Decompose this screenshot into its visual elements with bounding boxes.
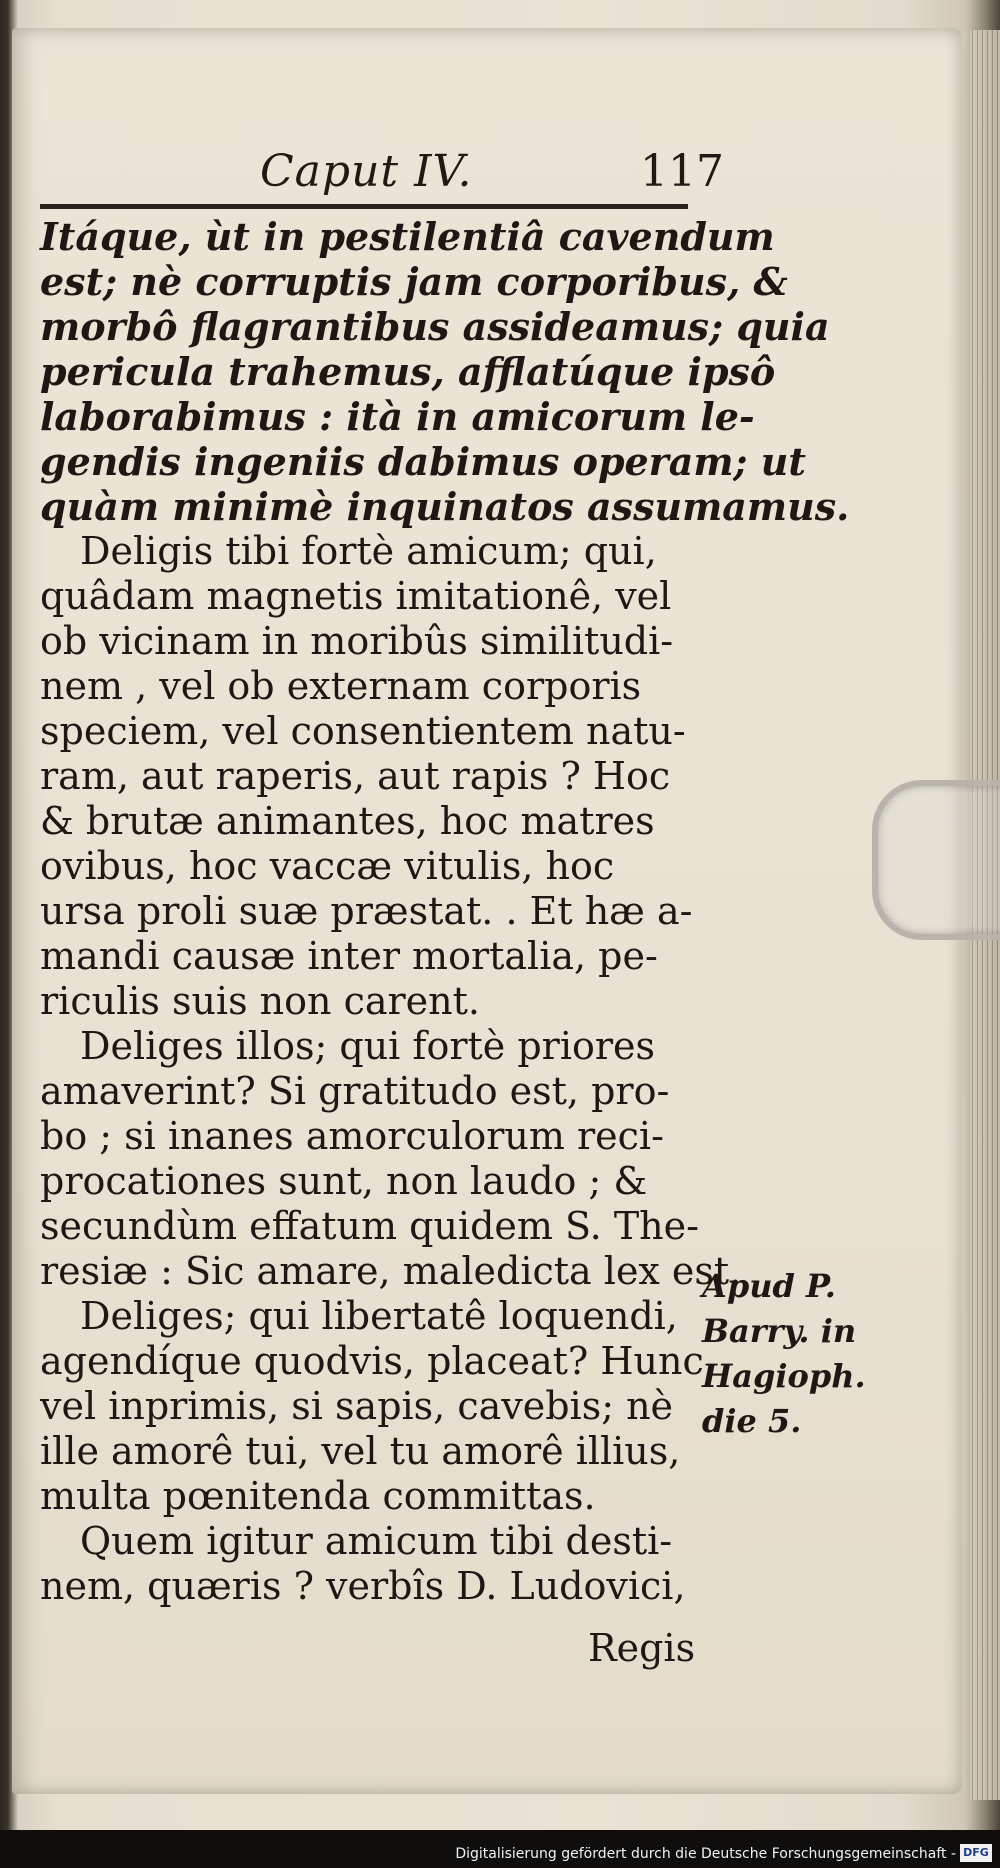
marginal-note-line: die 5.: [702, 1402, 802, 1440]
text-line: ursa proli suæ præstat. . Et hæ a-: [40, 889, 693, 933]
text-line: agendíque quodvis, placeat? Hunc: [40, 1339, 704, 1383]
text-line: mandi causæ inter mortalia, pe-: [40, 934, 658, 978]
text-line: ram, aut raperis, aut rapis ? Hoc: [40, 754, 671, 798]
marginal-note: [702, 1264, 866, 1444]
text-line: quâdam magnetis imitationê, vel: [40, 574, 672, 618]
dfg-logo: DFG: [960, 1844, 992, 1862]
text-line: bo ; si inanes amorculorum reci-: [40, 1114, 664, 1158]
text-line: & brutæ animantes, hoc matres: [40, 799, 655, 843]
text-line: nem, quæris ? verbîs D. Ludovici,: [40, 1564, 686, 1608]
text-line: pericula trahemus, afflatúque ipsô: [40, 349, 776, 394]
text-line: amaverint? Si gratitudo est, pro-: [40, 1069, 670, 1113]
marginal-note-line: Barry. in: [702, 1312, 857, 1350]
text-line: multa pœnitenda committas.: [40, 1474, 596, 1518]
page-header: [40, 146, 724, 206]
text-line: morbô flagrantibus assideamus; quia: [40, 304, 830, 349]
text-line: nem , vel ob externam corporis: [40, 664, 642, 708]
marginal-note-line: Hagioph.: [702, 1357, 866, 1395]
text-line: riculis suis non carent.: [40, 979, 480, 1023]
page-clip: [872, 780, 1000, 940]
text-line: gendis ingeniis dabimus operam; ut: [40, 439, 806, 484]
text-line: resiæ : Sic amare, maledicta lex est.: [40, 1249, 742, 1293]
book-page: [12, 28, 962, 1794]
text-line: procationes sunt, non laudo ; &: [40, 1159, 648, 1203]
text-line: secundùm effatum quidem S. The-: [40, 1204, 699, 1248]
text-line: Itáque, ùt in pestilentiâ cavendum: [40, 214, 775, 259]
digitization-footer: [0, 1830, 1000, 1868]
funding-credit: Digitalisierung gefördert durch die Deutsche Forschungsgemeinschaft -: [455, 1846, 956, 1862]
text-line: laborabimus : ità in amicorum le-: [40, 394, 755, 439]
text-line: est; nè corruptis jam corporibus, &: [40, 259, 788, 304]
text-line: ob vicinam in moribûs similitudi-: [40, 619, 674, 663]
text-line: Deliges; qui libertatê loquendi,: [80, 1294, 678, 1338]
text-line: speciem, vel consentientem natu-: [40, 709, 686, 753]
text-line: quàm minimè inquinatos assumamus.: [40, 484, 850, 529]
text-line: vel inprimis, si sapis, cavebis; nè: [40, 1384, 674, 1428]
text-line: Deliges illos; qui fortè priores: [80, 1024, 656, 1068]
page-number: 117: [640, 146, 724, 197]
text-line: Quem igitur amicum tibi desti-: [80, 1519, 673, 1563]
running-head: Caput IV.: [260, 146, 473, 197]
header-rule: [40, 204, 688, 209]
catchword: Regis: [588, 1626, 696, 1670]
marginal-note-line: Apud P.: [702, 1267, 836, 1305]
text-line: ovibus, hoc vaccæ vitulis, hoc: [40, 844, 615, 888]
text-line: ille amorê tui, vel tu amorê illius,: [40, 1429, 681, 1473]
text-line: Deligis tibi fortè amicum; qui,: [80, 529, 657, 573]
